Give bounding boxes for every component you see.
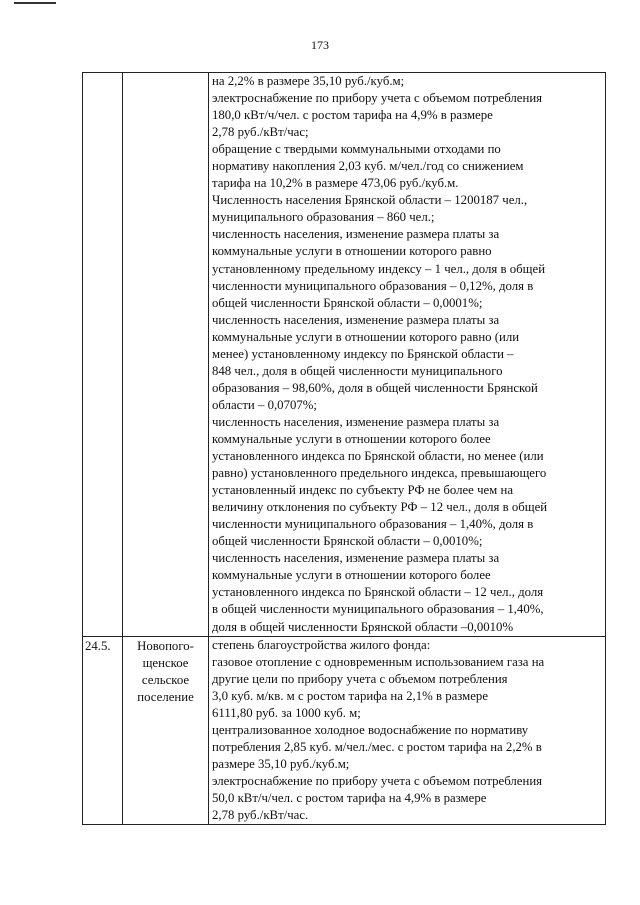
description-line: потребления 2,85 куб. м/чел./мес. с ростом тарифа на 2,2% в [212, 739, 542, 754]
description-line: на 2,2% в размере 35,10 руб./куб.м; [212, 74, 405, 88]
description-line: коммунальные услуги в отношении которого более [212, 431, 491, 446]
description-line: численность населения, изменение размера платы за [212, 414, 500, 429]
description-line: величину отклонения по субъекту РФ – 12 чел., доля в общей [212, 500, 548, 515]
row-number-cell: 24.5. [83, 636, 123, 825]
description-line: коммунальные услуги в отношении которого более [212, 568, 491, 583]
description-line: численность населения, изменение размера платы за [212, 551, 500, 566]
settlement-name-cell [123, 636, 209, 825]
description-line: численность населения, изменение размера платы за [212, 227, 500, 242]
scan-artifact-line [14, 2, 56, 4]
description-line: общей численности Брянской области – 0,0001%; [212, 295, 483, 310]
description-line: в общей численности муниципального образования – 1,40%, [212, 602, 544, 617]
description-line: другие цели по прибору учета с объемом потребления [212, 671, 508, 686]
description-line: образования – 98,60%, доля в общей численности Брянской [212, 380, 538, 395]
description-line: равно) установленного предельного индекса, превышающего [212, 466, 547, 481]
description-line: численность населения, изменение размера платы за [212, 312, 500, 327]
settlement-name-line: сельское [141, 672, 190, 687]
settlement-name-cell [123, 73, 209, 637]
description-line: области – 0,0707%; [212, 397, 317, 412]
description-line: централизованное холодное водоснабжение по нормативу [212, 722, 529, 737]
description-line: обращение с твердыми коммунальными отходами по [212, 142, 501, 157]
description-line: газовое отопление с одновременным использованием газа на [212, 654, 545, 669]
description-line: 6111,80 руб. за 1000 куб. м; [212, 705, 361, 720]
description-line: нормативу накопления 2,03 куб. м/чел./год со снижением [212, 159, 524, 174]
description-line: установленного индекса по Брянской области – 12 чел., доля [212, 585, 544, 600]
table-row [83, 636, 606, 825]
description-line: размере 35,10 руб./куб.м; [212, 756, 350, 771]
description-line: 2,78 руб./кВт/час. [212, 808, 309, 823]
table-row [83, 73, 606, 637]
description-line: 848 чел., доля в общей численности муниципального [212, 363, 503, 378]
description-line: установленного индекса по Брянской области, но менее (или [212, 449, 544, 464]
settlement-name-line: поселение [137, 689, 194, 704]
description-line: муниципального образования – 860 чел.; [212, 210, 435, 225]
description-line: численности муниципального образования – 1,40%, доля в [212, 517, 534, 532]
description-line: численности муниципального образования – 0,12%, доля в [212, 278, 534, 293]
description-line: коммунальные услуги в отношении которого равно (или [212, 329, 520, 344]
description-line: электроснабжение по прибору учета с объемом потребления [212, 91, 543, 106]
content-table [82, 72, 606, 825]
description-line: 3,0 куб. м/кв. м с ростом тарифа на 2,1% в размере [212, 688, 489, 703]
description-line: степень благоустройства жилого фонда: [212, 637, 431, 652]
description-line: установленный индекс по субъекту РФ не более чем на [212, 483, 514, 498]
description-line: 180,0 кВт/ч/чел. с ростом тарифа на 4,9% в размере [212, 108, 493, 123]
description-line: менее) установленному индексу по Брянской области – [212, 346, 514, 361]
row-number-cell [83, 73, 123, 637]
description-line: коммунальные услуги в отношении которого равно [212, 244, 492, 259]
description-line: доля в общей численности Брянской области –0,0010% [212, 619, 514, 634]
description-line: тарифа на 10,2% в размере 473,06 руб./куб.м. [212, 176, 459, 191]
description-line: 2,78 руб./кВт/час; [212, 125, 309, 140]
description-line: электроснабжение по прибору учета с объемом потребления [212, 773, 543, 788]
description-cell [209, 73, 606, 637]
settlement-name-line: Новопого- [137, 638, 194, 653]
table-body [83, 73, 606, 825]
settlement-name-line: щенское [142, 655, 189, 670]
description-cell [209, 636, 606, 825]
page-number: 173 [311, 38, 329, 52]
description-line: установленному предельному индексу – 1 чел., доля в общей [212, 261, 546, 276]
description-line: Численность населения Брянской области – 1200187 чел., [212, 193, 528, 208]
description-line: 50,0 кВт/ч/чел. с ростом тарифа на 4,9% в размере [212, 790, 487, 805]
description-line: общей численности Брянской области – 0,0010%; [212, 534, 483, 549]
